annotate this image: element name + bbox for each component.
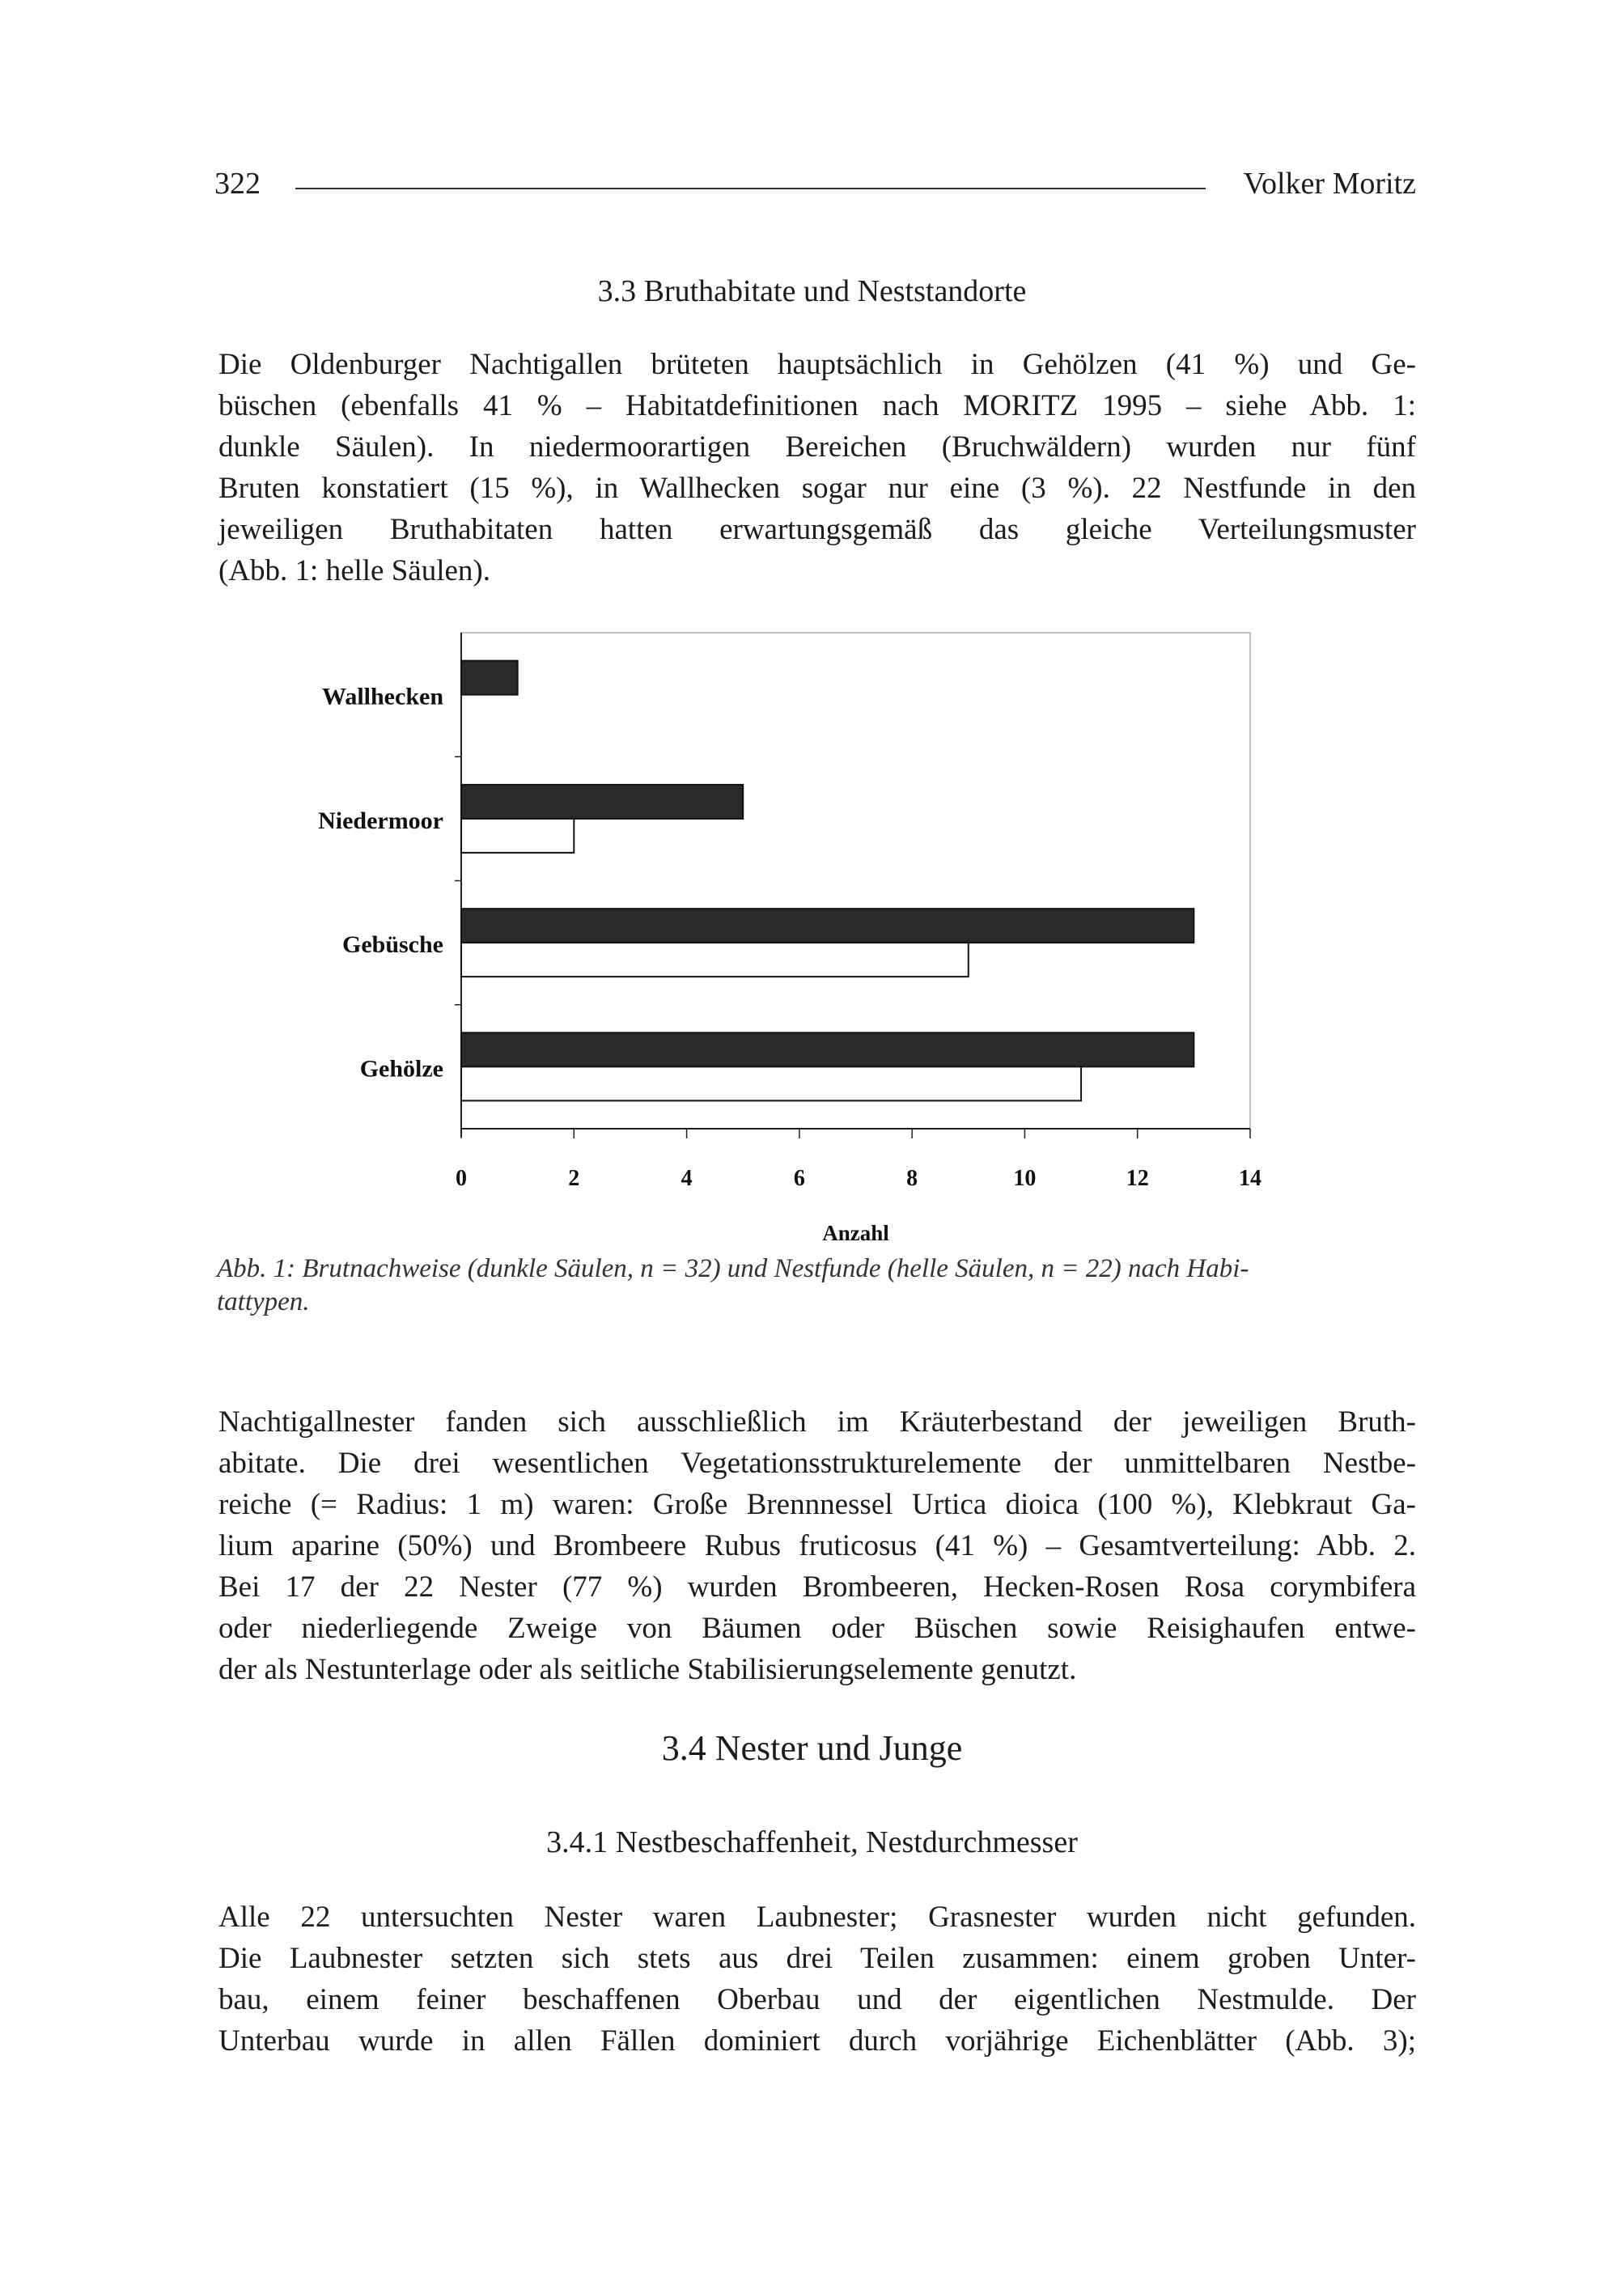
text-line: Nachtigallnester fanden sich ausschließlich im Kräuterbestand der jeweiligen Bruth- — [218, 1405, 1416, 1439]
running-author: Volker Moritz — [1243, 167, 1416, 201]
text-line: dunkle Säulen). In niedermoorartigen Bereichen (Bruchwäldern) wurden nur fünf — [218, 430, 1416, 464]
text-line: Bei 17 der 22 Nester (77 %) wurden Brombeeren, Hecken-Rosen Rosa corymbifera — [218, 1570, 1416, 1604]
section-3-3-paragraph — [218, 344, 1416, 591]
figure-caption — [217, 1252, 1406, 1319]
text-line: oder niederliegende Zweige von Bäumen oder Büschen sowie Reisighaufen entwe- — [218, 1612, 1416, 1645]
category-label: Niedermoor — [318, 807, 443, 834]
bar-nestfunde-niedermoor — [461, 819, 574, 853]
text-line: der als Nestunterlage oder als seitliche Stabilisierungselemente genutzt. — [218, 1653, 1077, 1686]
text-line: Alle 22 untersuchten Nester waren Laubnester; Grasnester wurden nicht gefunden. — [218, 1901, 1416, 1934]
section-3-4-heading: 3.4 Nester und Junge — [661, 1728, 963, 1768]
section-3-4-1-heading: 3.4.1 Nestbeschaffenheit, Nestdurchmesser — [546, 1825, 1078, 1859]
page-number: 322 — [214, 167, 261, 201]
x-tick-label: 12 — [1126, 1166, 1149, 1191]
category-label: Gebüsche — [341, 931, 443, 959]
text-line: reiche (= Radius: 1 m) waren: Große Brennnessel Urtica dioica (100 %), Klebkraut Ga- — [218, 1488, 1416, 1521]
x-tick-label: 2 — [568, 1166, 580, 1191]
page-header — [214, 166, 1416, 206]
caption-line: tattypen. — [217, 1287, 310, 1316]
text-line: Unterbau wurde in allen Fällen dominiert durch vorjährige Eichenblätter (Abb. 3); — [218, 2024, 1416, 2058]
figure-1-chart — [267, 623, 1327, 1246]
bar-chart — [267, 623, 1327, 1246]
text-line: lium aparine (50%) und Brombeere Rubus fruticosus (41 %) – Gesamtverteilung: Abb. 2. — [218, 1529, 1416, 1562]
section-3-3-heading: 3.3 Bruthabitate und Neststandorte — [597, 274, 1027, 308]
text-line: Die Oldenburger Nachtigallen brüteten hauptsächlich in Gehölzen (41 %) und Ge- — [218, 348, 1416, 381]
text-line: büschen (ebenfalls 41 % – Habitatdefinitionen nach MORITZ 1995 – siehe Abb. 1: — [218, 389, 1416, 422]
x-tick-label: 0 — [456, 1166, 467, 1191]
bar-brutnachweise-gebüsche — [461, 909, 1194, 943]
bar-brutnachweise-niedermoor — [461, 785, 743, 819]
text-line: jeweiligen Bruthabitaten hatten erwartungsgemäß das gleiche Verteilungsmuster — [218, 513, 1416, 546]
x-axis-title: Anzahl — [822, 1221, 889, 1245]
text-line: (Abb. 1: helle Säulen). — [218, 554, 490, 587]
x-tick-label: 14 — [1239, 1166, 1261, 1191]
text-line: bau, einem feiner beschaffenen Oberbau und der eigentlichen Nestmulde. Der — [218, 1983, 1416, 2016]
bar-brutnachweise-wallhecken — [461, 661, 518, 695]
text-line: abitate. Die drei wesentlichen Vegetationsstrukturelemente der unmittelbaren Nestbe- — [218, 1447, 1416, 1480]
caption-line: Abb. 1: Brutnachweise (dunkle Säulen, n = 32) und Nestfunde (helle Säulen, n = 22) nach Habi- — [217, 1254, 1249, 1283]
header-rule — [295, 188, 1206, 189]
category-label: Gehölze — [359, 1055, 443, 1083]
bar-nestfunde-gebüsche — [461, 943, 969, 977]
body-paragraph — [218, 1401, 1416, 1690]
x-tick-label: 8 — [906, 1166, 918, 1191]
text-line: Bruten konstatiert (15 %), in Wallhecken sogar nur eine (3 %). 22 Nestfunde in den — [218, 472, 1416, 505]
text-line: Die Laubnester setzten sich stets aus drei Teilen zusammen: einem groben Unter- — [218, 1942, 1416, 1975]
bar-nestfunde-gehölze — [461, 1066, 1081, 1100]
x-tick-label: 6 — [793, 1166, 805, 1191]
x-tick-label: 4 — [681, 1166, 693, 1191]
category-label: Wallhecken — [321, 683, 443, 710]
section-3-4-1-paragraph — [218, 1897, 1416, 2062]
bar-brutnachweise-gehölze — [461, 1032, 1194, 1066]
x-tick-label: 10 — [1013, 1166, 1037, 1191]
